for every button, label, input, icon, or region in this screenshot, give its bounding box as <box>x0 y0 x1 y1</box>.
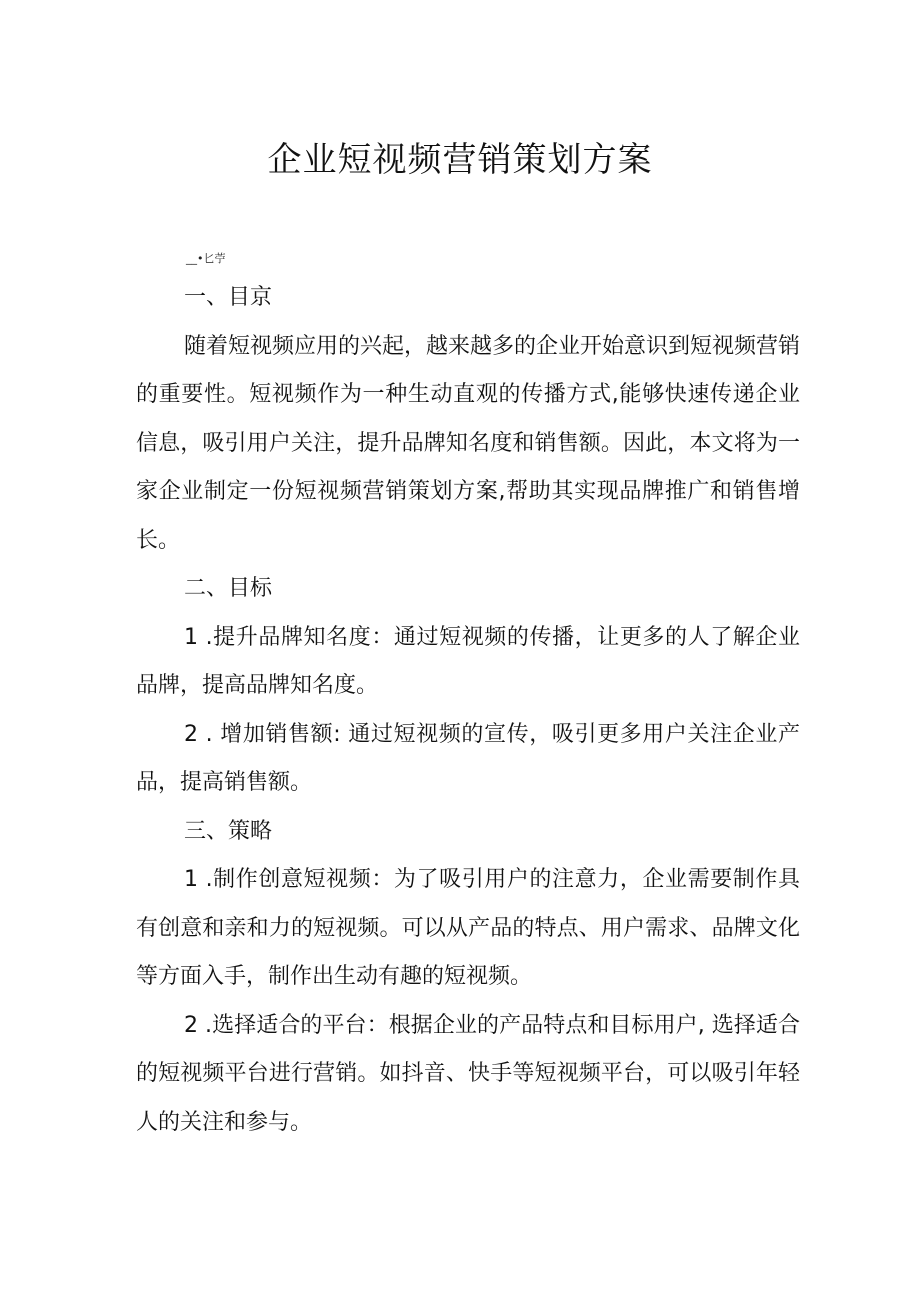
section-heading-goals: 二、目标 <box>184 576 273 601</box>
paragraph-strategy-2: 2 .选择适合的平台：根据企业的产品特点和目标用户, 选择适合的短视频平台进行营销。如抖音、快手等短视频平台，可以吸引年轻人的关注和参与。 <box>136 1012 800 1135</box>
document-body <box>136 274 800 1147</box>
section-heading-intro: 一、目京 <box>184 285 273 310</box>
section-heading-strategy: 三、策略 <box>184 818 273 844</box>
scan-mark: __•匕苧 <box>186 252 226 265</box>
paragraph-goal-2: 2 . 增加销售额: 通过短视频的宣传，吸引更多用户关注企业产品，提高销售额。 <box>136 721 800 795</box>
paragraph-intro: 随着短视频应用的兴起，越来越多的企业开始意识到短视频营销的重要性。短视频作为一种生动直观的传播方式,能够快速传递企业信息，吸引用户关注，提升品牌知名度和销售额。因此，本文将为一家企业制定一份短视频营销策划方案,帮助其实现品牌推广和销售增长。 <box>136 333 801 553</box>
paragraph-strategy-1: 1 .制作创意短视频：为了吸引用户的注意力，企业需要制作具有创意和亲和力的短视频。可以从产品的特点、用户需求、品牌文化等方面入手，制作出生动有趣的短视频。 <box>136 867 800 989</box>
paragraph-goal-1: 1 .提升品牌知名度：通过短视频的传播，让更多的人了解企业品牌，提高品牌知名度。 <box>136 624 800 698</box>
document-title: 企业短视频营销策划方案 <box>267 140 653 180</box>
